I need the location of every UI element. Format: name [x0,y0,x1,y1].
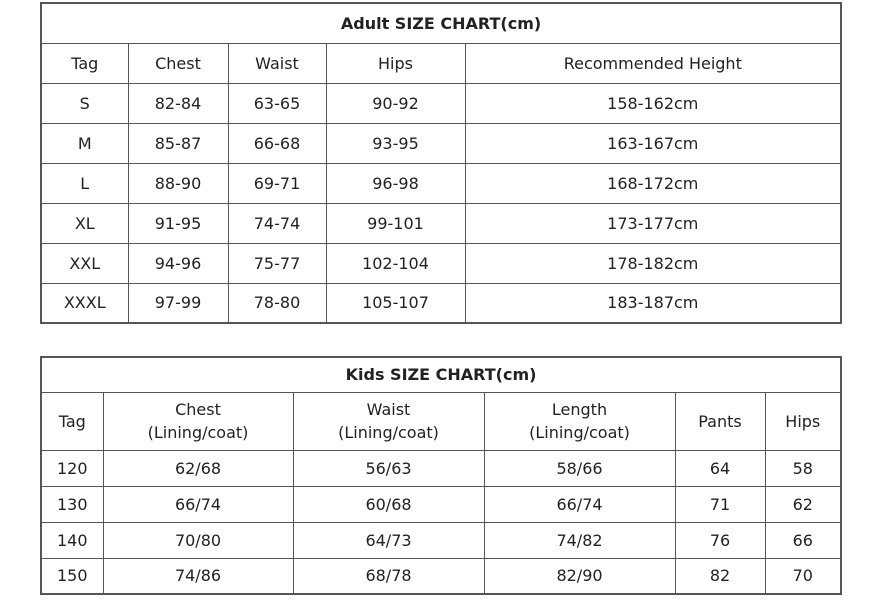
adult-column-header: Recommended Height [465,43,841,83]
table-cell: 63-65 [228,83,326,123]
table-cell: 82 [675,558,765,594]
table-cell: XXL [41,243,128,283]
kids-column-header [41,392,103,450]
header-line: Chest [175,400,221,419]
table-cell: 66 [765,522,841,558]
table-cell: 183-187cm [465,283,841,323]
table-cell: 82-84 [128,83,228,123]
table-row [41,558,841,594]
kids-column-header [675,392,765,450]
table-cell: 90-92 [326,83,465,123]
table-cell: 99-101 [326,203,465,243]
table-cell: 140 [41,522,103,558]
table-cell: 168-172cm [465,163,841,203]
header-line: (Lining/coat) [338,423,439,442]
kids-column-header [765,392,841,450]
kids-title-row [41,357,841,392]
table-row [41,450,841,486]
adult-size-chart [40,2,842,324]
table-cell: 74/82 [484,522,675,558]
header-line: Pants [698,411,742,431]
table-cell: 120 [41,450,103,486]
table-cell: 66-68 [228,123,326,163]
table-row [41,243,841,283]
table-cell: 74/86 [103,558,293,594]
table-cell: 93-95 [326,123,465,163]
table-row [41,163,841,203]
table-cell: 58/66 [484,450,675,486]
table-cell: 94-96 [128,243,228,283]
table-row [41,522,841,558]
table-cell: 85-87 [128,123,228,163]
table-cell: 64/73 [293,522,484,558]
table-cell: 173-177cm [465,203,841,243]
table-cell: 75-77 [228,243,326,283]
table-cell: 71 [675,486,765,522]
kids-column-header [293,392,484,450]
table-cell: 163-167cm [465,123,841,163]
table-cell: 78-80 [228,283,326,323]
header-line: Length [551,400,608,419]
header-line: Tag [58,411,86,431]
adult-header-row [41,43,841,83]
adult-column-header: Tag [41,43,128,83]
adult-column-header: Chest [128,43,228,83]
table-cell: 58 [765,450,841,486]
table-cell: 66/74 [484,486,675,522]
table-cell: 69-71 [228,163,326,203]
table-cell: 97-99 [128,283,228,323]
table-row [41,486,841,522]
adult-title-row [41,3,841,43]
kids-chart-title: Kids SIZE CHART(cm) [41,357,841,392]
table-cell: 82/90 [484,558,675,594]
table-cell: S [41,83,128,123]
table-cell: 70 [765,558,841,594]
table-cell: 105-107 [326,283,465,323]
adult-chart-title: Adult SIZE CHART(cm) [41,3,841,43]
table-cell: 88-90 [128,163,228,203]
table-cell: 96-98 [326,163,465,203]
kids-column-header [484,392,675,450]
table-cell: 150 [41,558,103,594]
table-cell: 130 [41,486,103,522]
table-row [41,83,841,123]
adult-column-header: Waist [228,43,326,83]
table-cell: 60/68 [293,486,484,522]
table-row [41,123,841,163]
table-cell: 68/78 [293,558,484,594]
table-cell: XL [41,203,128,243]
kids-header-row [41,392,841,450]
header-line: Waist [366,400,411,419]
adult-column-header: Hips [326,43,465,83]
table-cell: 178-182cm [465,243,841,283]
table-cell: 56/63 [293,450,484,486]
header-line: Hips [785,411,821,431]
table-row [41,203,841,243]
kids-size-chart [40,356,842,595]
table-cell: XXXL [41,283,128,323]
kids-column-header [103,392,293,450]
table-cell: 70/80 [103,522,293,558]
table-cell: 74-74 [228,203,326,243]
table-cell: 66/74 [103,486,293,522]
table-row [41,283,841,323]
header-line: (Lining/coat) [147,423,249,442]
table-cell: 64 [675,450,765,486]
table-cell: 158-162cm [465,83,841,123]
header-line: (Lining/coat) [529,423,630,442]
table-cell: 91-95 [128,203,228,243]
table-cell: M [41,123,128,163]
table-cell: L [41,163,128,203]
table-cell: 102-104 [326,243,465,283]
table-cell: 62 [765,486,841,522]
table-cell: 62/68 [103,450,293,486]
table-cell: 76 [675,522,765,558]
